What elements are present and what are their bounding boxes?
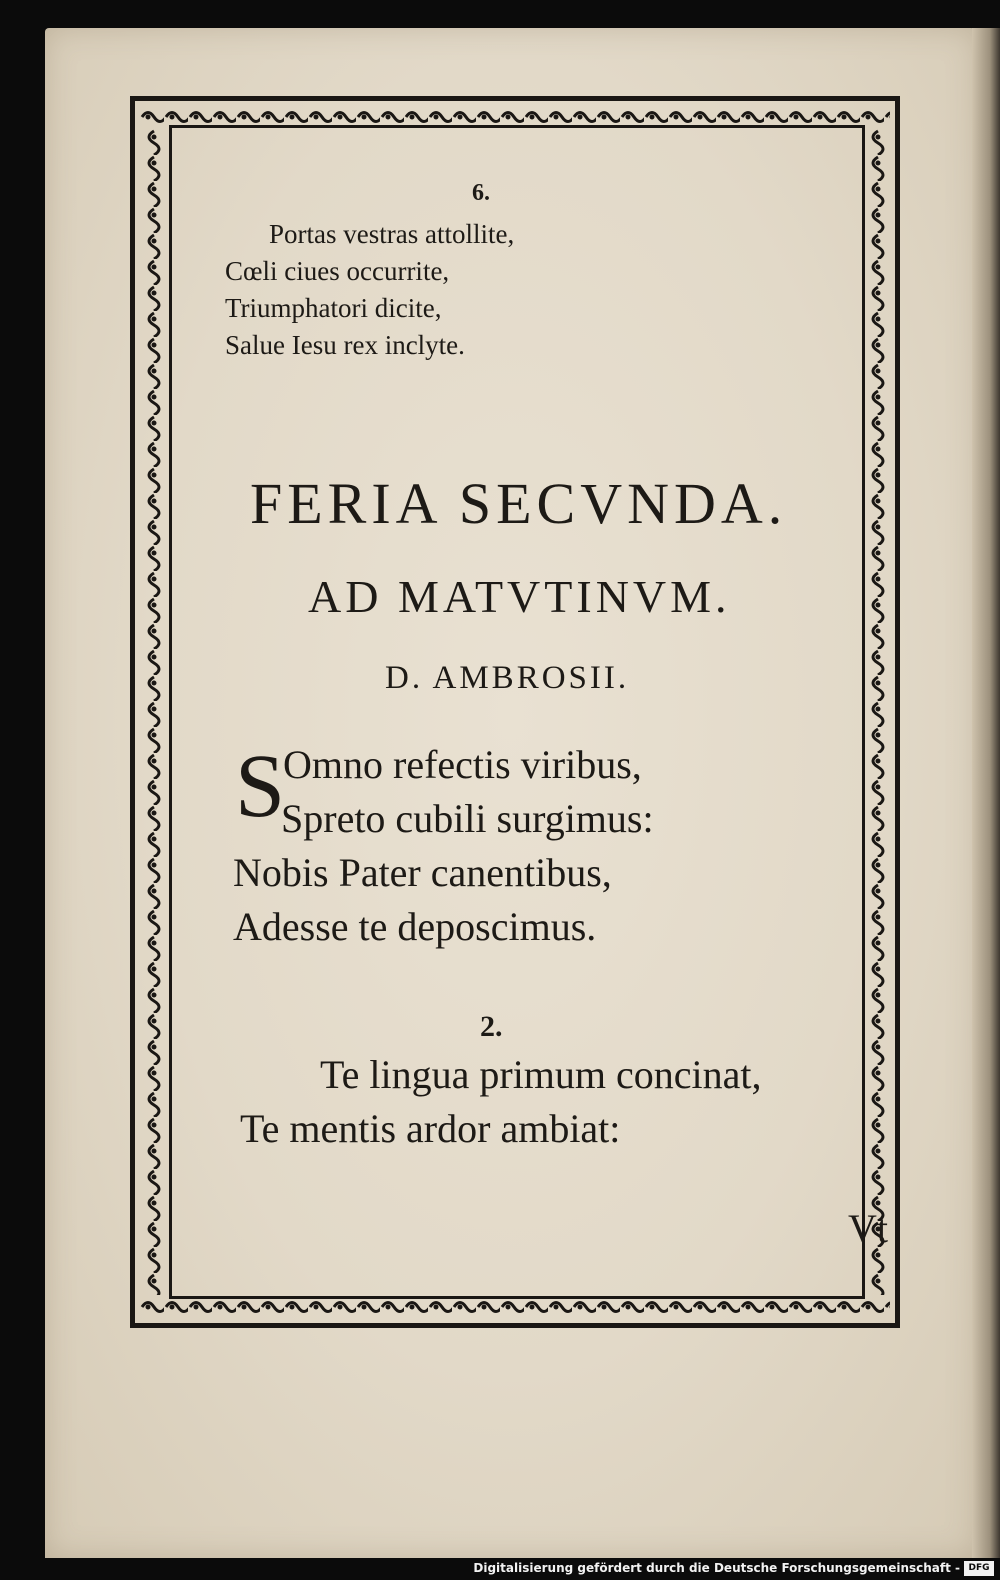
verse-line: Nobis Pater canentibus, [233,850,612,895]
drop-cap: S [235,737,286,836]
stanza-6 [225,216,514,364]
stanza-number: 6. [472,180,490,206]
hymn-stanza-1 [233,738,654,954]
verse-line: Omno refectis viribus, [283,742,642,787]
catchword: Vt [848,1206,888,1251]
verse-line: Te mentis ardor ambiat: [240,1106,621,1151]
hymn-stanza-2 [240,1048,762,1156]
verse-line: Spreto cubili surgimus: [281,796,654,841]
hymn-author: D. AMBROSII. [385,660,630,696]
verse-line: Portas vestras attollite, [269,219,515,249]
section-heading: FERIA SECVNDA. [250,471,788,536]
stanza-number: 2. [480,1010,503,1043]
page-spine-shadow [972,28,1000,1558]
verse-line: Cœli ciues occurrite, [225,256,450,286]
verse-line: Te lingua primum concinat, [320,1052,762,1097]
footer-credit: Digitalisierung gefördert durch die Deutsche Forschungsgemeinschaft - [473,1561,960,1575]
ornament-band-left [140,129,168,1295]
verse-line: Triumphatori dicite, [225,293,442,323]
verse-line: Salue Iesu rex inclyte. [225,330,465,360]
footer-bar [0,1558,1000,1580]
ornament-band-bottom [140,1296,890,1318]
dfg-logo[interactable]: DFG [964,1561,994,1576]
section-subheading: AD MATVTINVM. [308,571,731,622]
ornament-band-right [864,129,890,1295]
verse-line: Adesse te deposcimus. [233,904,597,949]
